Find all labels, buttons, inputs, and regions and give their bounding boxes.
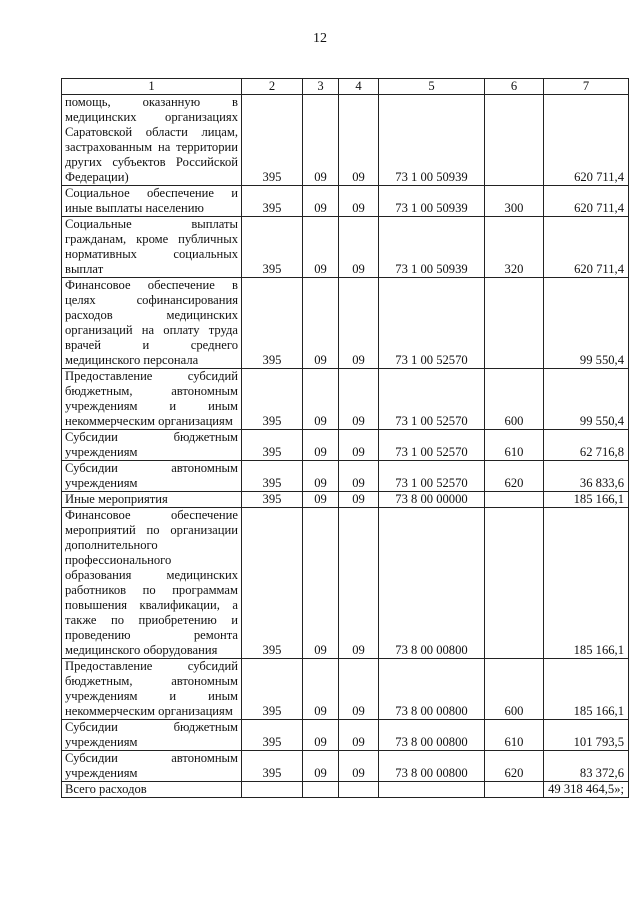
row-expense-type bbox=[485, 278, 544, 369]
row-amount: 620 711,4 bbox=[544, 186, 629, 217]
row-section: 09 bbox=[303, 461, 339, 492]
row-admin-code: 395 bbox=[242, 461, 303, 492]
row-admin-code: 395 bbox=[242, 217, 303, 278]
row-expense-type: 610 bbox=[485, 430, 544, 461]
row-description: Финансовое обеспечение мероприятий по организации дополнительного профессионального образования медицинских работников по программам повышения квалификации, а также по приобретению и проведению ремонта медицинского оборудования bbox=[62, 508, 242, 659]
header-cell: 4 bbox=[339, 79, 379, 95]
row-subsection: 09 bbox=[339, 659, 379, 720]
row-admin-code: 395 bbox=[242, 95, 303, 186]
table-row bbox=[62, 492, 629, 508]
row-target-article: 73 1 00 52570 bbox=[379, 461, 485, 492]
row-subsection: 09 bbox=[339, 217, 379, 278]
row-subsection: 09 bbox=[339, 508, 379, 659]
row-subsection: 09 bbox=[339, 430, 379, 461]
row-description: помощь, оказанную в медицинских организациях Саратовской области лицам, застрахованным на территории других субъектов Российской Федерации) bbox=[62, 95, 242, 186]
row-expense-type: 610 bbox=[485, 720, 544, 751]
row-section: 09 bbox=[303, 430, 339, 461]
row-amount: 99 550,4 bbox=[544, 278, 629, 369]
table-row bbox=[62, 278, 629, 369]
row-target-article bbox=[379, 782, 485, 798]
row-section: 09 bbox=[303, 720, 339, 751]
row-section: 09 bbox=[303, 508, 339, 659]
row-description: Субсидии автономным учреждениям bbox=[62, 751, 242, 782]
row-description: Предоставление субсидий бюджетным, автономным учреждениям и иным некоммерческим организациям bbox=[62, 659, 242, 720]
table-row bbox=[62, 95, 629, 186]
row-subsection: 09 bbox=[339, 186, 379, 217]
row-description: Финансовое обеспечение в целях софинансирования расходов медицинских организаций на оплату труда врачей и среднего медицинского персонала bbox=[62, 278, 242, 369]
row-target-article: 73 1 00 50939 bbox=[379, 95, 485, 186]
row-amount: 62 716,8 bbox=[544, 430, 629, 461]
row-target-article: 73 8 00 00800 bbox=[379, 751, 485, 782]
row-target-article: 73 1 00 50939 bbox=[379, 186, 485, 217]
row-amount: 185 166,1 bbox=[544, 659, 629, 720]
table-row bbox=[62, 659, 629, 720]
table-row bbox=[62, 720, 629, 751]
header-cell: 7 bbox=[544, 79, 629, 95]
row-expense-type bbox=[485, 782, 544, 798]
row-section: 09 bbox=[303, 186, 339, 217]
row-amount: 620 711,4 bbox=[544, 95, 629, 186]
row-subsection: 09 bbox=[339, 720, 379, 751]
row-amount: 620 711,4 bbox=[544, 217, 629, 278]
row-section: 09 bbox=[303, 369, 339, 430]
table-row bbox=[62, 217, 629, 278]
row-admin-code: 395 bbox=[242, 492, 303, 508]
row-admin-code: 395 bbox=[242, 508, 303, 659]
budget-table bbox=[61, 78, 629, 798]
row-amount: 101 793,5 bbox=[544, 720, 629, 751]
table-row bbox=[62, 461, 629, 492]
row-expense-type bbox=[485, 492, 544, 508]
header-cell: 2 bbox=[242, 79, 303, 95]
table-row bbox=[62, 751, 629, 782]
row-description: Социальные выплаты гражданам, кроме публичных нормативных социальных выплат bbox=[62, 217, 242, 278]
row-expense-type: 620 bbox=[485, 461, 544, 492]
row-expense-type bbox=[485, 95, 544, 186]
row-target-article: 73 1 00 52570 bbox=[379, 430, 485, 461]
row-admin-code: 395 bbox=[242, 659, 303, 720]
row-admin-code bbox=[242, 782, 303, 798]
row-subsection: 09 bbox=[339, 95, 379, 186]
table-row bbox=[62, 186, 629, 217]
row-target-article: 73 1 00 50939 bbox=[379, 217, 485, 278]
row-description: Иные мероприятия bbox=[62, 492, 242, 508]
row-section: 09 bbox=[303, 217, 339, 278]
row-target-article: 73 8 00 00800 bbox=[379, 508, 485, 659]
row-target-article: 73 8 00 00800 bbox=[379, 659, 485, 720]
row-amount: 36 833,6 bbox=[544, 461, 629, 492]
row-section: 09 bbox=[303, 95, 339, 186]
row-amount: 49 318 464,5»; bbox=[544, 782, 629, 798]
row-admin-code: 395 bbox=[242, 751, 303, 782]
table-row bbox=[62, 430, 629, 461]
row-admin-code: 395 bbox=[242, 369, 303, 430]
row-subsection bbox=[339, 782, 379, 798]
row-expense-type: 320 bbox=[485, 217, 544, 278]
row-description: Предоставление субсидий бюджетным, автономным учреждениям и иным некоммерческим организациям bbox=[62, 369, 242, 430]
row-description: Социальное обеспечение и иные выплаты населению bbox=[62, 186, 242, 217]
row-section: 09 bbox=[303, 278, 339, 369]
row-target-article: 73 1 00 52570 bbox=[379, 369, 485, 430]
row-expense-type: 600 bbox=[485, 659, 544, 720]
row-description: Субсидии автономным учреждениям bbox=[62, 461, 242, 492]
row-subsection: 09 bbox=[339, 492, 379, 508]
row-amount: 83 372,6 bbox=[544, 751, 629, 782]
row-description: Субсидии бюджетным учреждениям bbox=[62, 430, 242, 461]
row-description: Субсидии бюджетным учреждениям bbox=[62, 720, 242, 751]
row-admin-code: 395 bbox=[242, 186, 303, 217]
row-section: 09 bbox=[303, 751, 339, 782]
header-cell: 5 bbox=[379, 79, 485, 95]
row-section: 09 bbox=[303, 492, 339, 508]
table-row bbox=[62, 508, 629, 659]
row-admin-code: 395 bbox=[242, 430, 303, 461]
table-row bbox=[62, 782, 629, 798]
row-subsection: 09 bbox=[339, 369, 379, 430]
row-amount: 185 166,1 bbox=[544, 492, 629, 508]
row-subsection: 09 bbox=[339, 278, 379, 369]
table-row bbox=[62, 369, 629, 430]
row-admin-code: 395 bbox=[242, 720, 303, 751]
row-admin-code: 395 bbox=[242, 278, 303, 369]
row-expense-type: 300 bbox=[485, 186, 544, 217]
row-section: 09 bbox=[303, 659, 339, 720]
header-row bbox=[62, 79, 629, 95]
header-cell: 3 bbox=[303, 79, 339, 95]
row-target-article: 73 1 00 52570 bbox=[379, 278, 485, 369]
header-cell: 1 bbox=[62, 79, 242, 95]
row-target-article: 73 8 00 00800 bbox=[379, 720, 485, 751]
row-expense-type: 600 bbox=[485, 369, 544, 430]
row-subsection: 09 bbox=[339, 461, 379, 492]
row-expense-type bbox=[485, 508, 544, 659]
header-cell: 6 bbox=[485, 79, 544, 95]
row-amount: 185 166,1 bbox=[544, 508, 629, 659]
row-section bbox=[303, 782, 339, 798]
row-expense-type: 620 bbox=[485, 751, 544, 782]
row-description: Всего расходов bbox=[62, 782, 242, 798]
row-target-article: 73 8 00 00000 bbox=[379, 492, 485, 508]
page-number: 12 bbox=[313, 31, 327, 46]
row-subsection: 09 bbox=[339, 751, 379, 782]
row-amount: 99 550,4 bbox=[544, 369, 629, 430]
